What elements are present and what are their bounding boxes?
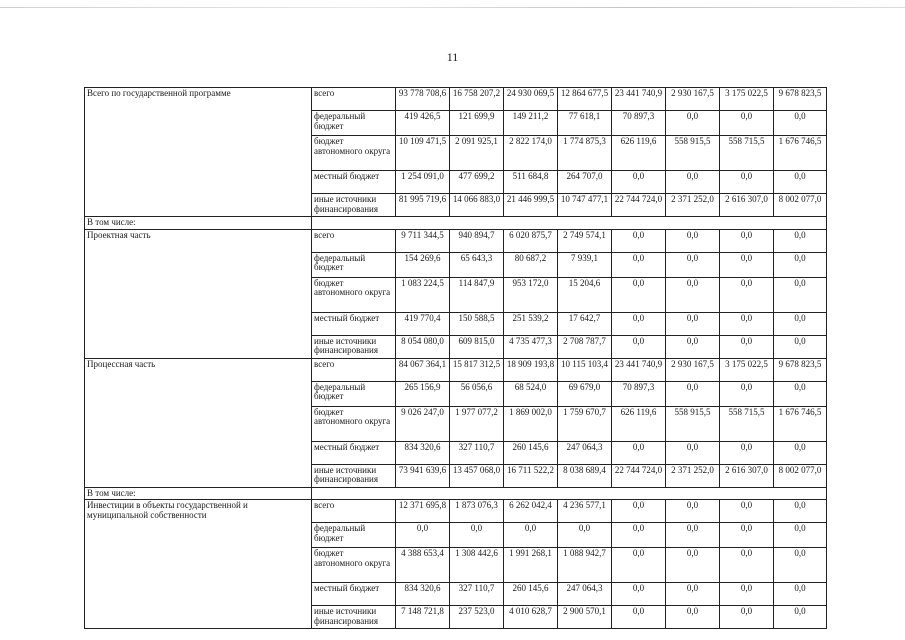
value-cell: 419 426,5 xyxy=(396,111,450,136)
value-cell: 70 897,3 xyxy=(612,111,666,136)
value-cell: 0,0 xyxy=(558,523,612,548)
value-cell: 69 679,0 xyxy=(558,381,612,406)
value-cell: 23 441 740,9 xyxy=(612,358,666,381)
value-cell: 0,0 xyxy=(612,606,666,629)
value-cell: 2 822 174,0 xyxy=(504,136,558,171)
value-cell: 1 083 224,5 xyxy=(396,277,450,312)
value-cell: 9 026 247,0 xyxy=(396,406,450,441)
value-cell: 23 441 740,9 xyxy=(612,88,666,111)
value-cell: 247 064,3 xyxy=(558,583,612,606)
value-cell: 609 815,0 xyxy=(450,335,504,358)
value-cell: 0,0 xyxy=(666,500,720,523)
value-cell: 10 747 477,1 xyxy=(558,194,612,217)
value-cell: 2 371 252,0 xyxy=(666,194,720,217)
funding-source: местный бюджет xyxy=(312,312,396,335)
value-cell: 2 708 787,7 xyxy=(558,335,612,358)
funding-source: федеральный бюджет xyxy=(312,111,396,136)
value-cell: 1 977 077,2 xyxy=(450,406,504,441)
value-cell: 558 715,5 xyxy=(720,406,774,441)
value-cell: 260 145,6 xyxy=(504,583,558,606)
value-cell: 1 676 746,5 xyxy=(774,406,827,441)
value-cell: 0,0 xyxy=(612,548,666,583)
funding-source: всего xyxy=(312,500,396,523)
value-cell: 24 930 069,5 xyxy=(504,88,558,111)
value-cell: 56 056,6 xyxy=(450,381,504,406)
value-cell: 68 524,0 xyxy=(504,381,558,406)
value-cell: 0,0 xyxy=(774,252,827,277)
value-cell: 0,0 xyxy=(666,312,720,335)
value-cell: 8 038 689,4 xyxy=(558,464,612,487)
value-cell: 265 156,9 xyxy=(396,381,450,406)
value-cell: 0,0 xyxy=(612,583,666,606)
table-row xyxy=(85,500,827,523)
value-cell: 0,0 xyxy=(666,252,720,277)
value-cell: 13 457 068,0 xyxy=(450,464,504,487)
value-cell: 834 320,6 xyxy=(396,583,450,606)
value-cell: 22 744 724,0 xyxy=(612,464,666,487)
scan-artifact-line xyxy=(0,7,905,8)
value-cell: 8 002 077,0 xyxy=(774,464,827,487)
funding-source: федеральный бюджет xyxy=(312,252,396,277)
value-cell: 237 523,0 xyxy=(450,606,504,629)
value-cell: 80 687,2 xyxy=(504,252,558,277)
value-cell: 1 308 442,6 xyxy=(450,548,504,583)
funding-source: федеральный бюджет xyxy=(312,381,396,406)
value-cell: 9 711 344,5 xyxy=(396,229,450,252)
value-cell: 247 064,3 xyxy=(558,441,612,464)
funding-source: иные источники финансирования xyxy=(312,194,396,217)
value-cell: 834 320,6 xyxy=(396,441,450,464)
value-cell: 0,0 xyxy=(774,335,827,358)
value-cell: 264 707,0 xyxy=(558,171,612,194)
value-cell: 511 684,8 xyxy=(504,171,558,194)
value-cell: 93 778 708,6 xyxy=(396,88,450,111)
section-title: Всего по государственной программе xyxy=(85,88,312,217)
section-separator-row xyxy=(85,217,827,230)
funding-source: бюджет автономного округа xyxy=(312,277,396,312)
value-cell: 0,0 xyxy=(774,500,827,523)
value-cell: 21 446 999,5 xyxy=(504,194,558,217)
value-cell: 2 091 925,1 xyxy=(450,136,504,171)
value-cell: 327 110,7 xyxy=(450,441,504,464)
separator-empty-cell xyxy=(312,487,827,500)
funding-source: бюджет автономного округа xyxy=(312,136,396,171)
value-cell: 6 020 875,7 xyxy=(504,229,558,252)
value-cell: 0,0 xyxy=(612,171,666,194)
value-cell: 0,0 xyxy=(774,111,827,136)
section-title: Инвестиции в объекты государственной и муниципальной собственности xyxy=(85,500,312,629)
value-cell: 0,0 xyxy=(666,441,720,464)
value-cell: 0,0 xyxy=(612,229,666,252)
section-separator-row xyxy=(85,487,827,500)
value-cell: 0,0 xyxy=(612,312,666,335)
value-cell: 0,0 xyxy=(774,229,827,252)
value-cell: 0,0 xyxy=(666,523,720,548)
value-cell: 121 699,9 xyxy=(450,111,504,136)
value-cell: 81 995 719,6 xyxy=(396,194,450,217)
section-title: Проектная часть xyxy=(85,229,312,358)
page-number: 11 xyxy=(446,50,459,64)
table-row xyxy=(85,358,827,381)
value-cell: 0,0 xyxy=(612,277,666,312)
value-cell: 1 254 091,0 xyxy=(396,171,450,194)
value-cell: 2 749 574,1 xyxy=(558,229,612,252)
value-cell: 327 110,7 xyxy=(450,583,504,606)
value-cell: 1 991 268,1 xyxy=(504,548,558,583)
value-cell: 8 054 080,0 xyxy=(396,335,450,358)
value-cell: 0,0 xyxy=(666,583,720,606)
value-cell: 558 915,5 xyxy=(666,406,720,441)
value-cell: 22 744 724,0 xyxy=(612,194,666,217)
value-cell: 154 269,6 xyxy=(396,252,450,277)
separator-label: В том числе: xyxy=(85,487,312,500)
value-cell: 17 642,7 xyxy=(558,312,612,335)
value-cell: 0,0 xyxy=(720,229,774,252)
value-cell: 0,0 xyxy=(774,381,827,406)
value-cell: 15 817 312,5 xyxy=(450,358,504,381)
value-cell: 1 873 076,3 xyxy=(450,500,504,523)
value-cell: 3 175 022,5 xyxy=(720,358,774,381)
value-cell: 3 175 022,5 xyxy=(720,88,774,111)
value-cell: 12 371 695,8 xyxy=(396,500,450,523)
value-cell: 84 067 364,1 xyxy=(396,358,450,381)
value-cell: 7 939,1 xyxy=(558,252,612,277)
value-cell: 0,0 xyxy=(720,171,774,194)
value-cell: 558 915,5 xyxy=(666,136,720,171)
value-cell: 1 774 875,3 xyxy=(558,136,612,171)
value-cell: 10 109 471,5 xyxy=(396,136,450,171)
value-cell: 8 002 077,0 xyxy=(774,194,827,217)
value-cell: 0,0 xyxy=(666,277,720,312)
value-cell: 0,0 xyxy=(720,335,774,358)
funding-source: всего xyxy=(312,229,396,252)
value-cell: 18 909 193,8 xyxy=(504,358,558,381)
value-cell: 0,0 xyxy=(720,111,774,136)
value-cell: 1 759 670,7 xyxy=(558,406,612,441)
value-cell: 2 371 252,0 xyxy=(666,464,720,487)
value-cell: 0,0 xyxy=(774,583,827,606)
funding-source: иные источники финансирования xyxy=(312,464,396,487)
section-title: Процессная часть xyxy=(85,358,312,487)
value-cell: 0,0 xyxy=(774,312,827,335)
value-cell: 0,0 xyxy=(666,381,720,406)
value-cell: 0,0 xyxy=(720,548,774,583)
value-cell: 4 010 628,7 xyxy=(504,606,558,629)
value-cell: 15 204,6 xyxy=(558,277,612,312)
value-cell: 0,0 xyxy=(666,606,720,629)
value-cell: 0,0 xyxy=(612,252,666,277)
value-cell: 477 699,2 xyxy=(450,171,504,194)
value-cell: 0,0 xyxy=(666,335,720,358)
value-cell: 260 145,6 xyxy=(504,441,558,464)
value-cell: 0,0 xyxy=(666,229,720,252)
budget-table xyxy=(84,87,827,629)
funding-source: бюджет автономного округа xyxy=(312,406,396,441)
funding-source: местный бюджет xyxy=(312,171,396,194)
value-cell: 251 539,2 xyxy=(504,312,558,335)
table-row xyxy=(85,229,827,252)
value-cell: 149 211,2 xyxy=(504,111,558,136)
value-cell: 0,0 xyxy=(396,523,450,548)
funding-source: бюджет автономного округа xyxy=(312,548,396,583)
value-cell: 1 869 002,0 xyxy=(504,406,558,441)
value-cell: 9 678 823,5 xyxy=(774,88,827,111)
value-cell: 0,0 xyxy=(612,335,666,358)
value-cell: 0,0 xyxy=(612,523,666,548)
value-cell: 0,0 xyxy=(504,523,558,548)
value-cell: 0,0 xyxy=(774,523,827,548)
value-cell: 0,0 xyxy=(720,606,774,629)
value-cell: 14 066 883,0 xyxy=(450,194,504,217)
value-cell: 419 770,4 xyxy=(396,312,450,335)
value-cell: 0,0 xyxy=(720,312,774,335)
value-cell: 0,0 xyxy=(774,606,827,629)
value-cell: 1 088 942,7 xyxy=(558,548,612,583)
value-cell: 940 894,7 xyxy=(450,229,504,252)
value-cell: 626 119,6 xyxy=(612,406,666,441)
separator-empty-cell xyxy=(312,217,827,230)
value-cell: 7 148 721,8 xyxy=(396,606,450,629)
value-cell: 2 900 570,1 xyxy=(558,606,612,629)
value-cell: 65 643,3 xyxy=(450,252,504,277)
value-cell: 16 711 522,2 xyxy=(504,464,558,487)
funding-source: всего xyxy=(312,358,396,381)
value-cell: 0,0 xyxy=(720,500,774,523)
value-cell: 2 930 167,5 xyxy=(666,358,720,381)
value-cell: 0,0 xyxy=(720,252,774,277)
value-cell: 0,0 xyxy=(720,583,774,606)
value-cell: 0,0 xyxy=(720,441,774,464)
funding-source: местный бюджет xyxy=(312,441,396,464)
value-cell: 0,0 xyxy=(666,111,720,136)
value-cell: 4 236 577,1 xyxy=(558,500,612,523)
value-cell: 558 715,5 xyxy=(720,136,774,171)
value-cell: 77 618,1 xyxy=(558,111,612,136)
value-cell: 0,0 xyxy=(774,171,827,194)
value-cell: 0,0 xyxy=(774,277,827,312)
value-cell: 2 930 167,5 xyxy=(666,88,720,111)
value-cell: 2 616 307,0 xyxy=(720,194,774,217)
value-cell: 114 847,9 xyxy=(450,277,504,312)
value-cell: 73 941 639,6 xyxy=(396,464,450,487)
separator-label: В том числе: xyxy=(85,217,312,230)
funding-source: местный бюджет xyxy=(312,583,396,606)
value-cell: 0,0 xyxy=(666,171,720,194)
funding-source: всего xyxy=(312,88,396,111)
value-cell: 0,0 xyxy=(612,500,666,523)
value-cell: 1 676 746,5 xyxy=(774,136,827,171)
value-cell: 0,0 xyxy=(720,523,774,548)
value-cell: 10 115 103,4 xyxy=(558,358,612,381)
value-cell: 150 588,5 xyxy=(450,312,504,335)
value-cell: 0,0 xyxy=(612,441,666,464)
value-cell: 4 388 653,4 xyxy=(396,548,450,583)
value-cell: 9 678 823,5 xyxy=(774,358,827,381)
funding-source: иные источники финансирования xyxy=(312,606,396,629)
value-cell: 0,0 xyxy=(720,277,774,312)
value-cell: 16 758 207,2 xyxy=(450,88,504,111)
value-cell: 953 172,0 xyxy=(504,277,558,312)
value-cell: 0,0 xyxy=(450,523,504,548)
value-cell: 4 735 477,3 xyxy=(504,335,558,358)
value-cell: 0,0 xyxy=(774,441,827,464)
value-cell: 2 616 307,0 xyxy=(720,464,774,487)
funding-source: федеральный бюджет xyxy=(312,523,396,548)
value-cell: 0,0 xyxy=(720,381,774,406)
value-cell: 0,0 xyxy=(774,548,827,583)
funding-source: иные источники финансирования xyxy=(312,335,396,358)
value-cell: 12 864 677,5 xyxy=(558,88,612,111)
value-cell: 6 262 042,4 xyxy=(504,500,558,523)
value-cell: 0,0 xyxy=(666,548,720,583)
value-cell: 70 897,3 xyxy=(612,381,666,406)
table-row xyxy=(85,88,827,111)
value-cell: 626 119,6 xyxy=(612,136,666,171)
